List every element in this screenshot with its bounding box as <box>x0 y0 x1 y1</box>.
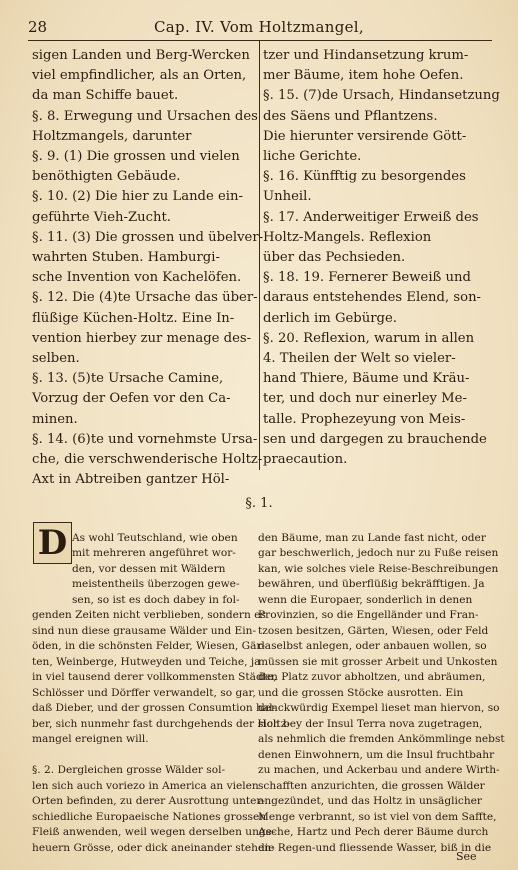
page-number: 28 <box>28 18 48 36</box>
text-line: tzer und Hindansetzung krum- <box>263 48 469 63</box>
text-line: §. 8. Erwegung und Ursachen des <box>32 108 258 124</box>
text-line: angezündet, und das Holtz in unsäglicher <box>258 795 482 808</box>
text-line: müssen sie mit grosser Arbeit und Unkosten <box>258 655 498 668</box>
running-title: Cap. IV. Vom Holtzmangel, <box>154 18 364 36</box>
body-left-column <box>32 520 290 867</box>
text-line: mit mehreren angeführet wor- <box>72 547 236 560</box>
text-line: §. 16. Künfftig zu besorgendes <box>263 169 466 185</box>
summary-right-column <box>263 46 500 470</box>
text-line: sigen Landen und Berg-Wercken <box>32 48 250 63</box>
text-line: die Regen-und fliessende Wasser, biß in die <box>258 841 492 854</box>
text-line: schiedliche Europaeische Nationes grossen <box>32 810 267 823</box>
text-line: vention hierbey zur menage des- <box>32 330 252 346</box>
text-line: und die grossen Stöcke ausrotten. Ein <box>258 686 464 699</box>
text-line: Holtz-Mangels. Reflexion <box>263 229 432 245</box>
text-line: mangel ereignen will. <box>32 733 149 746</box>
text-line: meistentheils überzogen gewe- <box>72 578 240 591</box>
text-line: ber, sich nunmehr fast durchgehends der Holtz- <box>32 717 290 730</box>
text-line: §. 11. (3) Die grossen und übelver- <box>32 229 264 245</box>
text-line: bewähren, und überflüßig bekräfftigen. Ja <box>258 578 485 591</box>
text-line: wahrten Stuben. Hamburgi- <box>32 250 220 266</box>
text-line: derlich im Gebürge. <box>263 310 397 326</box>
text-line: des Säens und Pflantzens. <box>263 108 438 124</box>
text-line: ten, Weinberge, Hutweyden und Teiche, ja <box>32 655 261 668</box>
body-right-column <box>258 520 505 867</box>
text-line: Axt in Abtreiben gantzer Höl- <box>32 472 230 488</box>
text-line: tzosen besitzen, Gärten, Wiesen, oder Feld <box>258 624 489 637</box>
text-line: Fleiß anwenden, weil wegen derselben unge- <box>32 826 276 839</box>
text-line: über das Pechsieden. <box>263 250 406 266</box>
text-line: Schlösser und Dörffer verwandelt, so gar, <box>32 686 256 699</box>
text-line <box>32 748 252 764</box>
page-header <box>28 16 490 40</box>
text-line: liche Gerichte. <box>263 149 362 165</box>
text-line: als nehmlich die fremden Ankömmlinge nebst <box>258 733 505 746</box>
text-line: Holtzmangels, darunter <box>32 128 192 144</box>
text-line: wenn die Europaer, sonderlich in denen <box>258 593 473 606</box>
text-line: §. 20. Reflexion, warum in allen <box>263 330 475 346</box>
text-line: As wohl Teutschland, wie oben <box>72 531 238 544</box>
text-line: §. 13. (5)te Ursache Camine, <box>32 371 224 387</box>
text-line: flüßige Küchen-Holtz. Eine In- <box>32 310 235 326</box>
text-line: den Platz zuvor abholtzen, und abräumen, <box>258 671 486 684</box>
text-line: len sich auch voriezo in America an vielen <box>32 779 259 792</box>
text-line: §. 15. (7)de Ursach, Hindansetzung <box>263 88 500 104</box>
text-line: sich bey der Insul Terra nova zugetragen, <box>258 717 483 730</box>
section-heading: §. 1. <box>245 496 273 511</box>
text-line: denckwürdig Exempel lieset man hiervon, so <box>258 702 500 715</box>
text-line: da man Schiffe bauet. <box>32 88 179 104</box>
text-line: §. 10. (2) Die hier zu Lande ein- <box>32 189 243 205</box>
summary-left-column <box>32 46 264 490</box>
text-line: kan, wie solches viele Reise-Beschreibungen <box>258 562 499 575</box>
text-line: schafften anzurichten, die grossen Wälder <box>258 779 485 792</box>
text-line: selben. <box>32 351 80 367</box>
text-line: hand Thiere, Bäume und Kräu- <box>263 371 470 387</box>
dropcap-initial: D <box>33 522 72 564</box>
header-rule <box>28 40 492 41</box>
column-divider <box>259 41 260 470</box>
text-line: Asche, Hartz und Pech derer Bäume durch <box>258 826 489 839</box>
text-line: zu machen, und Ackerbau und andere Wirth- <box>258 764 500 777</box>
text-line: sind nun diese grausame Wälder und Ein- <box>32 624 257 637</box>
text-line: sen und dargegen zu brauchende <box>263 431 487 447</box>
text-line: sen, so ist es doch dabey in fol- <box>72 593 240 606</box>
text-line: §. 12. Die (4)te Ursache das über- <box>32 290 258 306</box>
text-line: praecaution. <box>263 452 348 468</box>
text-line: benöthigten Gebäude. <box>32 169 181 185</box>
text-line: Orten befinden, zu derer Ausrottung unter- <box>32 795 266 808</box>
text-line: den Bäume, man zu Lande fast nicht, oder <box>258 531 486 544</box>
text-line: den, vor dessen mit Wäldern <box>72 562 226 575</box>
text-line: §. 14. (6)te und vornehmste Ursa- <box>32 431 258 447</box>
text-line: 4. Theilen der Welt so vieler- <box>263 351 456 367</box>
catchword: See <box>456 850 477 863</box>
text-line: Unheil. <box>263 189 312 205</box>
text-line: Provinzien, so die Engelländer und Fran- <box>258 609 479 622</box>
text-line: denen Einwohnern, um die Insul fruchtbahr <box>258 748 495 761</box>
text-line: Menge verbrannt, so ist viel von dem Saffte, <box>258 810 497 823</box>
text-line: daselbst anlegen, oder anbauen wollen, so <box>258 640 487 653</box>
text-line: in viel tausend derer vollkommensten Städte, <box>32 671 277 684</box>
text-line: §. 17. Anderweitiger Erweiß des <box>263 209 479 225</box>
text-line: daraus entstehendes Elend, son- <box>263 290 482 306</box>
text-line: daß Dieber, und der grossen Consumtion hal- <box>32 702 277 715</box>
text-line: Vorzug der Oefen vor den Ca- <box>32 391 231 407</box>
text-line: geführte Vieh-Zucht. <box>32 209 172 225</box>
text-line: mer Bäume, item hohe Oefen. <box>263 68 464 84</box>
text-line: öden, in die schönsten Felder, Wiesen, Gär- <box>32 640 266 653</box>
text-line: gar beschwerlich, jedoch nur zu Fuße reisen <box>258 547 499 560</box>
text-line: heuern Grösse, oder dick aneinander stehen- <box>32 841 275 854</box>
text-line: talle. Prophezeyung von Meis- <box>263 411 466 427</box>
text-line: genden Zeiten nicht verblieben, sondern es <box>32 609 266 622</box>
text-line: §. 9. (1) Die grossen und vielen <box>32 149 240 165</box>
text-line: §. 2. Dergleichen grosse Wälder sol- <box>32 764 226 777</box>
text-line: sche Invention von Kachelöfen. <box>32 270 242 286</box>
text-line: minen. <box>32 411 78 427</box>
text-line: che, die verschwenderische Holtz- <box>32 452 263 468</box>
text-line: ter, und doch nur einerley Me- <box>263 391 467 407</box>
text-line: §. 18. 19. Fernerer Beweiß und <box>263 270 471 286</box>
text-line: Die hierunter versirende Gött- <box>263 128 467 144</box>
text-line: viel empfindlicher, als an Orten, <box>32 68 247 84</box>
